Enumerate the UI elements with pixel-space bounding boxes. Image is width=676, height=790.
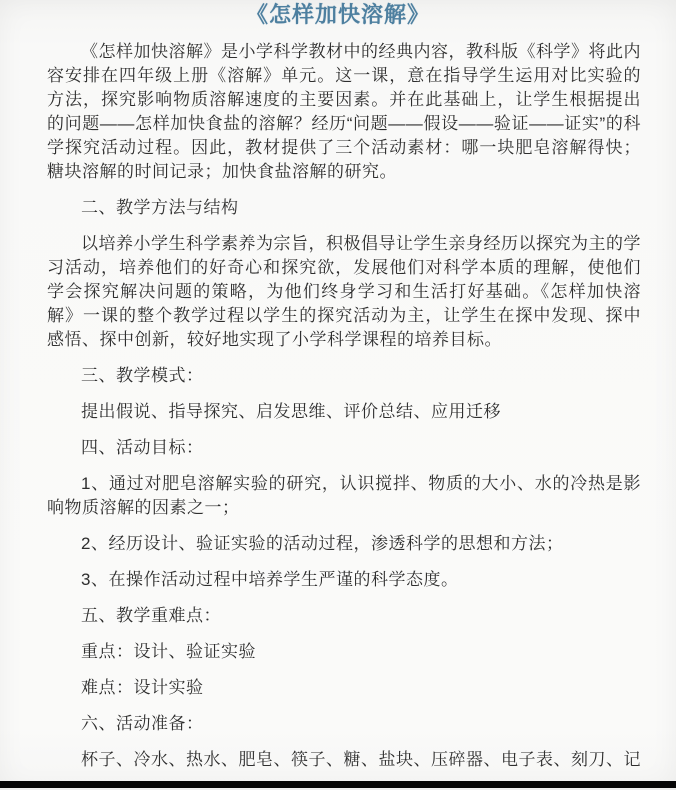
document-title: 《怎样加快溶解》 <box>245 2 430 27</box>
section-heading: 三、教学模式： <box>81 366 204 385</box>
body-paragraph: 重点：设计、验证实验 <box>81 642 256 661</box>
body-paragraph: 提出假说、指导探究、启发思维、评价总结、应用迁移 <box>81 402 501 421</box>
document-body <box>0 40 676 772</box>
body-paragraph: 1、通过对肥皂溶解实验的研究，认识搅拌、物质的大小、水的冷热是影响物质溶解的因素之一； <box>47 474 641 517</box>
body-paragraph: 以培养小学生科学素养为宗旨，积极倡导让学生亲身经历以探究为主的学习活动，培养他们的好奇心和探究欲，发展他们对科学本质的理解，使他们学会探究解决问题的策略，为他们终身学习和生活打好基础。《怎样加快溶解》一课的整个教学过程以学生的探究活动为主，让学生在探中发现、探中感悟、探中创新，较好地实现了小学科学课程的培养目标。 <box>47 234 641 349</box>
body-paragraph: 难点：设计实验 <box>81 678 204 697</box>
body-paragraph: 《怎样加快溶解》是小学科学教材中的经典内容，教科版《科学》将此内容安排在四年级上册《溶解》单元。这一课，意在指导学生运用对比实验的方法，探究影响物质溶解速度的主要因素。并在此基础上，让学生根据提出的问题——怎样加快食盐的溶解？经历“问题——假设——验证——证实”的科学探究活动过程。因此，教材提供了三个活动素材：哪一块肥皂溶解得快；糖块溶解的时间记录；加快食盐溶解的研究。 <box>47 42 641 181</box>
section-heading: 四、活动目标： <box>81 438 204 457</box>
body-paragraph: 2、经历设计、验证实验的活动过程，渗透科学的思想和方法； <box>81 534 564 553</box>
section-heading: 五、教学重难点： <box>81 606 221 625</box>
section-heading: 六、活动准备： <box>81 714 204 733</box>
bottom-black-bar <box>0 781 676 788</box>
body-paragraph: 3、在操作活动过程中培养学生严谨的科学态度。 <box>81 570 459 589</box>
body-paragraph: 杯子、冷水、热水、肥皂、筷子、糖、盐块、压碎器、电子表、刻刀、记 <box>81 750 641 769</box>
section-heading: 二、教学方法与结构 <box>81 198 239 217</box>
